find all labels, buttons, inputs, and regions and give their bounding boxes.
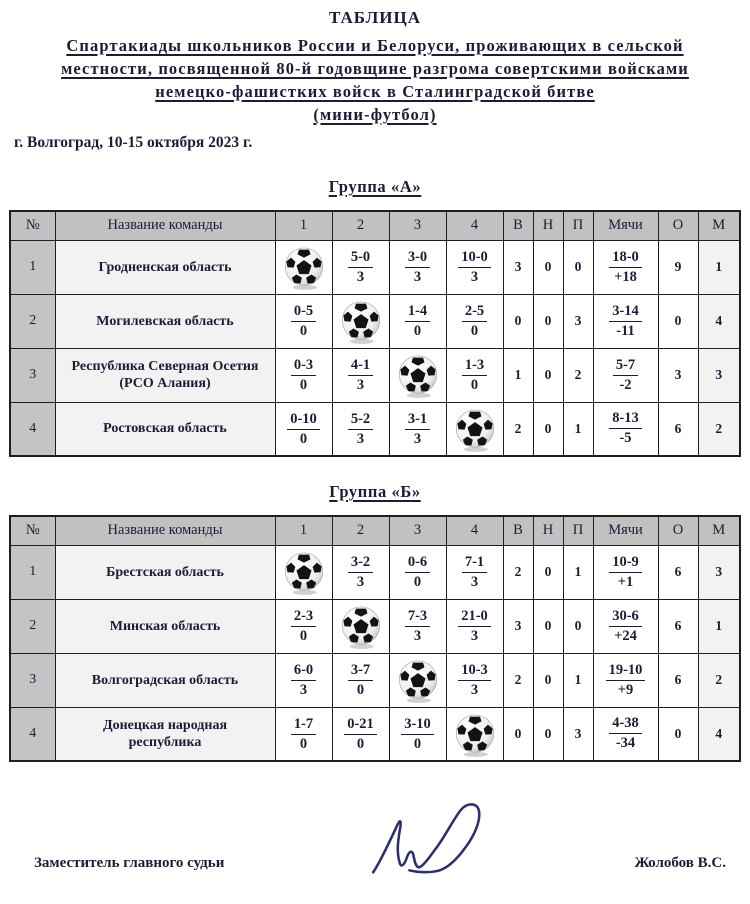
match-result [344, 716, 377, 753]
losses-cell: 3 [563, 707, 593, 761]
match-result [291, 662, 316, 699]
points-cell: 0 [658, 707, 698, 761]
col-header-place: М [698, 516, 740, 545]
match-result [348, 662, 373, 699]
place-cell: 3 [698, 348, 740, 402]
team-name: Могилевская область [96, 313, 234, 329]
goal-difference: +1 [617, 573, 634, 590]
points-cell: 6 [658, 402, 698, 456]
soccer-ball-icon [395, 352, 441, 400]
place-cell: 1 [698, 240, 740, 294]
match-points: 3 [299, 682, 308, 698]
col-header-team: Название команды [55, 516, 275, 545]
col-header-place: М [698, 211, 740, 240]
table-row [10, 653, 740, 707]
table-row [10, 599, 740, 653]
match-result-cell [446, 599, 503, 653]
match-result-cell [389, 402, 446, 456]
match-points: 0 [413, 323, 422, 339]
col-header-num: № [10, 516, 55, 545]
match-score: 2-3 [291, 608, 316, 627]
col-header-num: № [10, 211, 55, 240]
match-points: 3 [470, 682, 479, 698]
team-name-cell [55, 707, 275, 761]
match-points: 0 [356, 682, 365, 698]
table-row [10, 240, 740, 294]
self-match-cell [389, 653, 446, 707]
match-result [348, 411, 373, 448]
match-score: 0-5 [291, 303, 316, 322]
place-cell: 4 [698, 707, 740, 761]
team-name-line2: (РСО Алания) [119, 376, 211, 391]
match-result [405, 303, 430, 340]
self-match-cell [332, 599, 389, 653]
self-match-cell [446, 707, 503, 761]
match-result [287, 411, 320, 448]
match-result-cell [275, 294, 332, 348]
row-number: 3 [10, 653, 55, 707]
match-result [405, 608, 430, 645]
handwritten-signature [354, 792, 504, 884]
goals-for-against: 3-14 [609, 303, 642, 322]
table-row [10, 545, 740, 599]
goal-difference: +9 [617, 681, 634, 698]
goals-for-against: 4-38 [609, 715, 642, 734]
points-cell: 9 [658, 240, 698, 294]
match-score: 7-1 [462, 554, 487, 573]
draws-cell: 0 [533, 653, 563, 707]
match-result-cell [446, 545, 503, 599]
match-result-cell [389, 240, 446, 294]
place-cell: 1 [698, 599, 740, 653]
team-name-line2: республика [128, 734, 202, 750]
goal-difference: -5 [619, 430, 632, 447]
points-cell: 6 [658, 653, 698, 707]
match-points: 0 [470, 323, 479, 339]
match-score: 0-21 [344, 716, 377, 735]
soccer-ball-icon [338, 603, 384, 651]
document-subtitle-line: Спартакиады школьников России и Белоруси, проживающих в сельской [66, 36, 684, 55]
losses-cell: 2 [563, 348, 593, 402]
col-header-wins: В [503, 211, 533, 240]
row-number: 3 [10, 348, 55, 402]
row-number: 4 [10, 707, 55, 761]
match-result-cell [446, 294, 503, 348]
match-result-cell [332, 240, 389, 294]
goals-cell [593, 653, 658, 707]
soccer-ball-icon [281, 244, 327, 292]
wins-cell: 0 [503, 294, 533, 348]
match-score: 0-3 [291, 357, 316, 376]
team-name-cell [55, 348, 275, 402]
col-header-2: 2 [332, 211, 389, 240]
match-points: 3 [356, 269, 365, 285]
deputy-chief-judge-label: Заместитель главного судьи [34, 855, 225, 871]
col-header-goals: Мячи [593, 516, 658, 545]
match-points: 3 [356, 430, 365, 447]
match-points: 0 [413, 735, 422, 752]
match-score: 3-0 [405, 249, 430, 268]
team-name: Гродненская область [98, 259, 232, 275]
wins-cell: 3 [503, 240, 533, 294]
team-name-cell [55, 294, 275, 348]
match-result-cell [446, 653, 503, 707]
goals-cell [593, 545, 658, 599]
col-header-goals: Мячи [593, 211, 658, 240]
soccer-ball-icon [452, 406, 498, 454]
self-match-cell [389, 348, 446, 402]
row-number: 1 [10, 545, 55, 599]
goals-cell [593, 294, 658, 348]
points-cell: 3 [658, 348, 698, 402]
match-score: 21-0 [458, 608, 491, 627]
losses-cell: 0 [563, 240, 593, 294]
match-points: 0 [470, 377, 479, 393]
draws-cell: 0 [533, 402, 563, 456]
goals-for-against: 8-13 [609, 410, 642, 429]
match-score: 3-2 [348, 554, 373, 573]
goals-for-against: 30-6 [609, 608, 642, 627]
goal-difference: -2 [619, 376, 632, 393]
table-row [10, 348, 740, 402]
match-score: 2-5 [462, 303, 487, 322]
col-header-3: 3 [389, 516, 446, 545]
draws-cell: 0 [533, 240, 563, 294]
wins-cell: 2 [503, 402, 533, 456]
match-result-cell [446, 348, 503, 402]
document-subtitle-line: немецко-фашистких войск в Сталинградской битве [155, 82, 595, 101]
match-score: 7-3 [405, 608, 430, 627]
self-match-cell [446, 402, 503, 456]
col-header-1: 1 [275, 211, 332, 240]
group-a-heading: Группа «А» [328, 177, 422, 196]
draws-cell: 0 [533, 348, 563, 402]
self-match-cell [332, 294, 389, 348]
row-number: 2 [10, 599, 55, 653]
row-number: 2 [10, 294, 55, 348]
match-score: 3-7 [348, 662, 373, 681]
col-header-wins: В [503, 516, 533, 545]
table-row [10, 707, 740, 761]
match-score: 3-1 [405, 411, 430, 430]
team-name: Республика Северная Осетия [71, 359, 259, 374]
match-points: 3 [356, 377, 365, 393]
judge-name-label: Жолобов В.С. [634, 855, 726, 871]
team-name-cell [55, 240, 275, 294]
row-number: 4 [10, 402, 55, 456]
table-header-row [10, 211, 740, 240]
match-points: 0 [299, 323, 308, 339]
team-name: Брестская область [106, 564, 224, 580]
match-result-cell [332, 707, 389, 761]
col-header-losses: П [563, 516, 593, 545]
goals-for-against: 10-9 [609, 554, 642, 573]
goals-summary [609, 303, 642, 340]
match-score: 0-10 [287, 411, 320, 430]
match-result [348, 357, 373, 394]
col-header-draws: Н [533, 516, 563, 545]
match-result [348, 249, 373, 286]
table-row [10, 294, 740, 348]
points-cell: 0 [658, 294, 698, 348]
match-score: 1-4 [405, 303, 430, 322]
draws-cell: 0 [533, 707, 563, 761]
wins-cell: 3 [503, 599, 533, 653]
self-match-cell [275, 240, 332, 294]
table-row [10, 402, 740, 456]
document-subtitle-line: местности, посвященной 80-й годовщине разгрома совертскими войсками [61, 59, 689, 78]
match-score: 10-3 [458, 662, 491, 681]
match-points: 3 [413, 269, 422, 285]
row-number: 1 [10, 240, 55, 294]
goal-difference: +18 [614, 268, 637, 285]
goal-difference: +24 [614, 627, 637, 644]
match-points: 3 [470, 628, 479, 644]
match-score: 1-7 [291, 716, 316, 735]
points-cell: 6 [658, 599, 698, 653]
col-header-losses: П [563, 211, 593, 240]
document-subtitle-line: (мини-футбол) [313, 105, 437, 124]
match-points: 3 [470, 574, 479, 590]
draws-cell: 0 [533, 599, 563, 653]
document-footer [34, 788, 726, 880]
soccer-ball-icon [281, 549, 327, 597]
goals-summary [609, 410, 642, 447]
place-cell: 4 [698, 294, 740, 348]
col-header-4: 4 [446, 211, 503, 240]
col-header-points: О [658, 211, 698, 240]
col-header-3: 3 [389, 211, 446, 240]
goals-summary [609, 249, 642, 286]
goals-cell [593, 707, 658, 761]
table-header-row [10, 516, 740, 545]
goals-summary [609, 608, 642, 645]
match-result [291, 716, 316, 753]
match-result [405, 249, 430, 286]
match-result [458, 608, 491, 645]
match-result-cell [275, 348, 332, 402]
place-cell: 3 [698, 545, 740, 599]
goals-cell [593, 599, 658, 653]
group-b-heading: Группа «Б» [329, 482, 421, 501]
losses-cell: 1 [563, 545, 593, 599]
team-name-cell [55, 402, 275, 456]
match-points: 0 [299, 377, 308, 393]
team-name: Минская область [109, 618, 221, 634]
place-cell: 2 [698, 653, 740, 707]
col-header-points: О [658, 516, 698, 545]
goals-summary [606, 662, 646, 699]
goal-difference: -11 [616, 322, 635, 339]
team-name: Ростовская область [103, 421, 227, 437]
match-score: 0-6 [405, 554, 430, 573]
match-result [462, 303, 487, 340]
match-score: 1-3 [462, 357, 487, 376]
match-result [401, 716, 434, 753]
goals-cell [593, 348, 658, 402]
soccer-ball-icon [452, 711, 498, 759]
team-name-cell [55, 653, 275, 707]
match-result-cell [332, 545, 389, 599]
location-date: г. Волгоград, 10-15 октября 2023 г. [14, 134, 253, 151]
match-result [462, 357, 487, 394]
col-header-1: 1 [275, 516, 332, 545]
match-result [405, 411, 430, 448]
wins-cell: 2 [503, 653, 533, 707]
match-points: 3 [413, 430, 422, 447]
goals-for-against: 5-7 [613, 357, 638, 376]
match-result [405, 554, 430, 591]
points-cell: 6 [658, 545, 698, 599]
col-header-team: Название команды [55, 211, 275, 240]
goals-summary [609, 715, 642, 752]
page-title: ТАБЛИЦА [329, 8, 421, 27]
soccer-ball-icon [338, 298, 384, 346]
match-result [458, 249, 491, 286]
self-match-cell [275, 545, 332, 599]
goals-summary [613, 357, 638, 394]
team-name-cell [55, 599, 275, 653]
match-result-cell [332, 348, 389, 402]
match-points: 0 [413, 574, 422, 590]
match-result-cell [332, 653, 389, 707]
soccer-ball-icon [395, 657, 441, 705]
match-points: 3 [413, 628, 422, 644]
match-points: 0 [299, 735, 308, 752]
match-score: 5-0 [348, 249, 373, 268]
goals-cell [593, 240, 658, 294]
match-result [458, 662, 491, 699]
wins-cell: 2 [503, 545, 533, 599]
col-header-4: 4 [446, 516, 503, 545]
match-score: 3-10 [401, 716, 434, 735]
match-result [462, 554, 487, 591]
group-a-table [9, 210, 741, 457]
match-points: 0 [356, 735, 365, 752]
match-score: 4-1 [348, 357, 373, 376]
col-header-2: 2 [332, 516, 389, 545]
match-points: 0 [299, 430, 308, 447]
match-score: 6-0 [291, 662, 316, 681]
draws-cell: 0 [533, 294, 563, 348]
match-points: 0 [299, 628, 308, 644]
goals-cell [593, 402, 658, 456]
match-result-cell [332, 402, 389, 456]
match-result [291, 357, 316, 394]
match-result-cell [389, 545, 446, 599]
group-b-table [9, 515, 741, 762]
goals-summary [609, 554, 642, 591]
match-result [348, 554, 373, 591]
wins-cell: 1 [503, 348, 533, 402]
match-result-cell [446, 240, 503, 294]
team-name: Донецкая народная [102, 717, 228, 733]
goal-difference: -34 [615, 735, 636, 752]
match-result [291, 608, 316, 645]
losses-cell: 1 [563, 653, 593, 707]
wins-cell: 0 [503, 707, 533, 761]
match-result-cell [275, 599, 332, 653]
goals-for-against: 18-0 [609, 249, 642, 268]
team-name: Волгоградская область [91, 672, 239, 688]
match-result-cell [389, 707, 446, 761]
match-score: 10-0 [458, 249, 491, 268]
match-result-cell [275, 653, 332, 707]
col-header-draws: Н [533, 211, 563, 240]
match-result-cell [389, 294, 446, 348]
place-cell: 2 [698, 402, 740, 456]
match-result-cell [389, 599, 446, 653]
match-result-cell [275, 402, 332, 456]
match-points: 3 [356, 574, 365, 590]
draws-cell: 0 [533, 545, 563, 599]
team-name-cell [55, 545, 275, 599]
match-result [291, 303, 316, 340]
goals-for-against: 19-10 [606, 662, 646, 681]
losses-cell: 0 [563, 599, 593, 653]
match-result-cell [275, 707, 332, 761]
match-score: 5-2 [348, 411, 373, 430]
match-points: 3 [470, 269, 479, 285]
losses-cell: 3 [563, 294, 593, 348]
losses-cell: 1 [563, 402, 593, 456]
